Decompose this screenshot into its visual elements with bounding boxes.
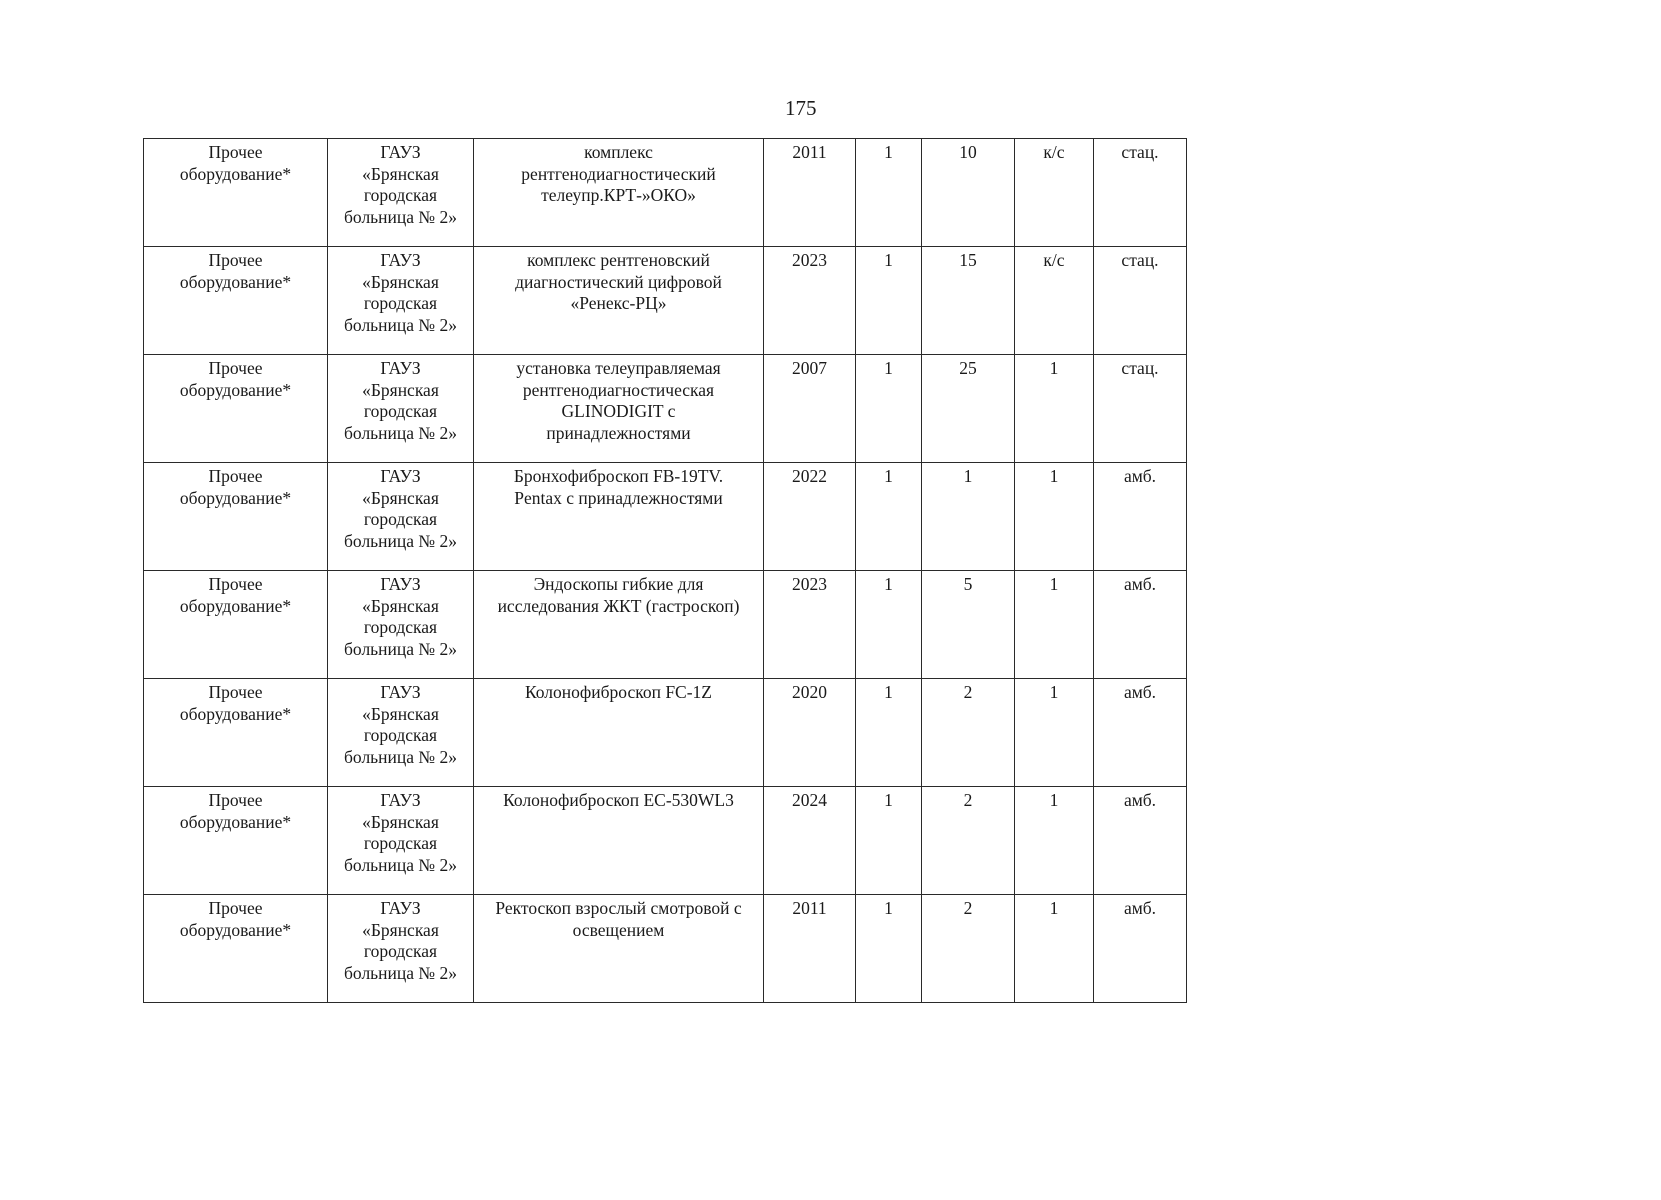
- category-cell: Прочее оборудование*: [144, 787, 328, 895]
- equipment-name-cell: Колонофиброскоп FC-1Z: [474, 679, 764, 787]
- equipment-name-cell: Эндоскопы гибкие для исследования ЖКТ (гастроскоп): [474, 571, 764, 679]
- category-cell: Прочее оборудование*: [144, 571, 328, 679]
- organization-cell: ГАУЗ «Брянская городская больница № 2»: [328, 571, 474, 679]
- year-cell: 2011: [764, 895, 856, 1003]
- organization-cell: ГАУЗ «Брянская городская больница № 2»: [328, 895, 474, 1003]
- service-type-cell: амб.: [1094, 571, 1187, 679]
- year-cell: 2011: [764, 139, 856, 247]
- service-type-cell: стац.: [1094, 355, 1187, 463]
- equipment-name-cell: комплекс рентгеновский диагностический цифровой «Ренекс-РЦ»: [474, 247, 764, 355]
- organization-cell: ГАУЗ «Брянская городская больница № 2»: [328, 247, 474, 355]
- category-cell: Прочее оборудование*: [144, 463, 328, 571]
- service-type-cell: амб.: [1094, 463, 1187, 571]
- year-cell: 2022: [764, 463, 856, 571]
- table-row: [144, 571, 1187, 679]
- value-cell: 2: [922, 787, 1015, 895]
- service-type-cell: стац.: [1094, 139, 1187, 247]
- category-cell: Прочее оборудование*: [144, 679, 328, 787]
- quantity-cell: 1: [856, 355, 922, 463]
- category-cell: Прочее оборудование*: [144, 355, 328, 463]
- organization-cell: ГАУЗ «Брянская городская больница № 2»: [328, 787, 474, 895]
- quantity-cell: 1: [856, 571, 922, 679]
- organization-cell: ГАУЗ «Брянская городская больница № 2»: [328, 679, 474, 787]
- equipment-name-cell: комплекс рентгенодиагностический телеупр.КРТ-»ОКО»: [474, 139, 764, 247]
- unit-cell: 1: [1015, 355, 1094, 463]
- equipment-name-cell: Ректоскоп взрослый смотровой с освещением: [474, 895, 764, 1003]
- quantity-cell: 1: [856, 787, 922, 895]
- year-cell: 2023: [764, 571, 856, 679]
- table-row: [144, 679, 1187, 787]
- table-row: [144, 787, 1187, 895]
- category-cell: Прочее оборудование*: [144, 895, 328, 1003]
- year-cell: 2020: [764, 679, 856, 787]
- unit-cell: 1: [1015, 463, 1094, 571]
- year-cell: 2023: [764, 247, 856, 355]
- value-cell: 2: [922, 895, 1015, 1003]
- quantity-cell: 1: [856, 463, 922, 571]
- page-number-text: 175: [785, 96, 817, 120]
- unit-cell: 1: [1015, 679, 1094, 787]
- equipment-name-cell: Колонофиброскоп ЕС-530WL3: [474, 787, 764, 895]
- table-row: [144, 247, 1187, 355]
- organization-cell: ГАУЗ «Брянская городская больница № 2»: [328, 139, 474, 247]
- value-cell: 25: [922, 355, 1015, 463]
- equipment-name-cell: Бронхофиброскоп FB-19TV. Pentax с принадлежностями: [474, 463, 764, 571]
- value-cell: 2: [922, 679, 1015, 787]
- table-row: [144, 355, 1187, 463]
- equipment-name-cell: установка телеуправляемая рентгенодиагностическая GLINODIGIT с принадлежностями: [474, 355, 764, 463]
- organization-cell: ГАУЗ «Брянская городская больница № 2»: [328, 463, 474, 571]
- table-body: [144, 139, 1187, 1003]
- category-cell: Прочее оборудование*: [144, 247, 328, 355]
- unit-cell: 1: [1015, 787, 1094, 895]
- quantity-cell: 1: [856, 895, 922, 1003]
- value-cell: 15: [922, 247, 1015, 355]
- quantity-cell: 1: [856, 247, 922, 355]
- value-cell: 10: [922, 139, 1015, 247]
- value-cell: 5: [922, 571, 1015, 679]
- service-type-cell: амб.: [1094, 787, 1187, 895]
- quantity-cell: 1: [856, 679, 922, 787]
- value-cell: 1: [922, 463, 1015, 571]
- unit-cell: к/с: [1015, 247, 1094, 355]
- table-row: [144, 139, 1187, 247]
- year-cell: 2024: [764, 787, 856, 895]
- category-cell: Прочее оборудование*: [144, 139, 328, 247]
- service-type-cell: стац.: [1094, 247, 1187, 355]
- equipment-table: [143, 138, 1187, 1003]
- table-row: [144, 895, 1187, 1003]
- year-cell: 2007: [764, 355, 856, 463]
- service-type-cell: амб.: [1094, 895, 1187, 1003]
- unit-cell: 1: [1015, 895, 1094, 1003]
- quantity-cell: 1: [856, 139, 922, 247]
- unit-cell: к/с: [1015, 139, 1094, 247]
- unit-cell: 1: [1015, 571, 1094, 679]
- organization-cell: ГАУЗ «Брянская городская больница № 2»: [328, 355, 474, 463]
- table-row: [144, 463, 1187, 571]
- service-type-cell: амб.: [1094, 679, 1187, 787]
